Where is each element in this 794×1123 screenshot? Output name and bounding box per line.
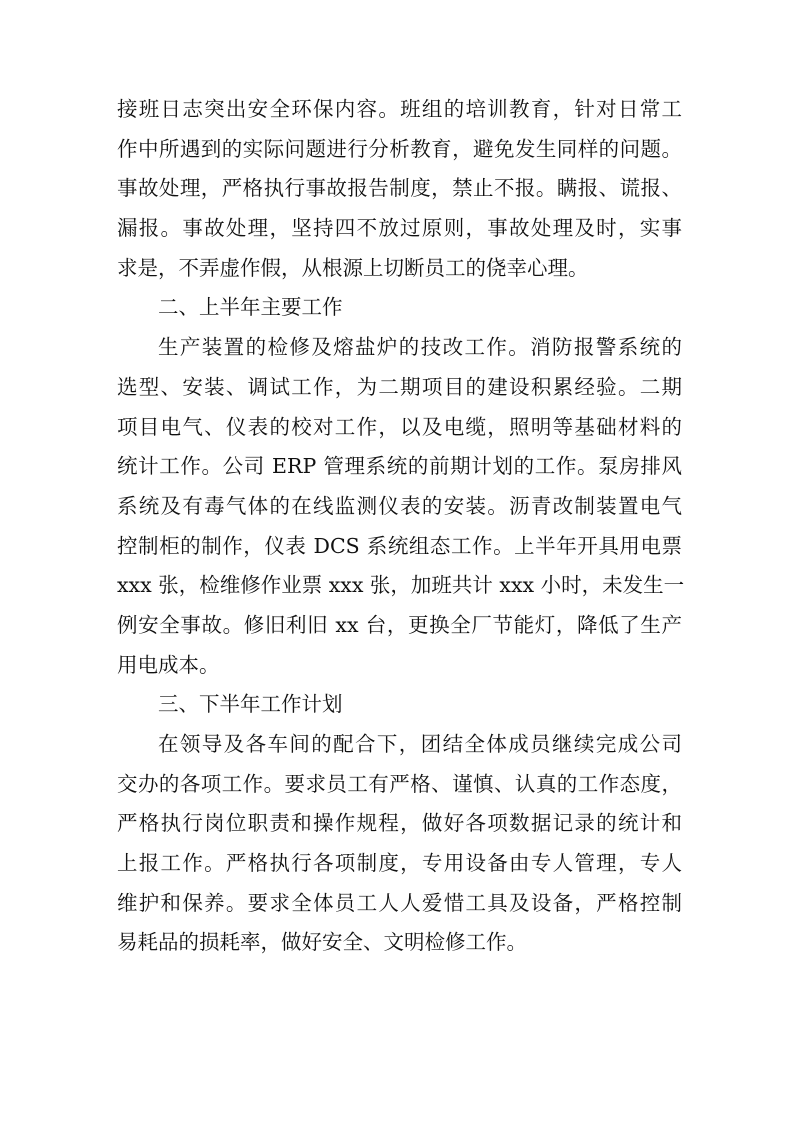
text-line: 选型、安装、调试工作，为二期项目的建设积累经验。二期 [117,374,682,399]
text-line: 上报工作。严格执行各项制度，专用设备由专人管理，专人 [117,851,682,876]
text-line: 在领导及各车间的配合下，团结全体成员继续完成公司 [158,732,682,756]
text-line: 交办的各项工作。要求员工有严格、谨慎、认真的工作态度， [117,771,682,796]
section-heading: 三、下半年工作计划 [158,692,343,717]
section-heading: 二、上半年主要工作 [158,295,343,320]
text-line: 控制柜的制作，仪表 DCS 系统组态工作。上半年开具用电票 [117,533,682,558]
text-line: 易耗品的损耗率，做好安全、文明检修工作。 [117,930,527,955]
section-heading-second-half [117,685,682,725]
text-line: 作中所遇到的实际问题进行分析教育，避免发生同样的问题。 [117,136,682,161]
text-line: 项目电气、仪表的校对工作，以及电缆，照明等基础材料的 [117,414,682,439]
document-body [117,90,685,963]
text-line: 事故处理，严格执行事故报告制度，禁止不报。瞒报、谎报、 [117,176,682,201]
text-line: 例安全事故。修旧利旧 xx 台，更换全厂节能灯，降低了生产 [117,612,682,637]
paragraph-first-half-work [117,328,685,685]
text-line: 生产装置的检修及熔盐炉的技改工作。消防报警系统的 [158,335,682,360]
paragraph-second-half-plan [117,725,682,963]
text-line: 严格执行岗位职责和操作规程，做好各项数据记录的统计和 [117,811,682,836]
text-line: 漏报。事故处理，坚持四不放过原则，事故处理及时，实事 [117,216,682,241]
text-line: 系统及有毒气体的在线监测仪表的安装。沥青改制装置电气 [117,493,682,518]
text-line: 统计工作。公司 ERP 管理系统的前期计划的工作。泵房排风 [117,454,682,479]
text-line: 接班日志突出安全环保内容。班组的培训教育，针对日常工 [117,97,682,121]
text-line: 维护和保养。要求全体员工人人爱惜工具及设备，严格控制 [117,890,682,915]
text-line: 用电成本。 [117,652,220,677]
text-line: 求是，不弄虚作假，从根源上切断员工的侥幸心理。 [117,255,589,280]
paragraph-safety-handover [117,90,682,288]
section-heading-first-half [117,288,682,328]
text-line: xxx 张，检维修作业票 xxx 张，加班共计 xxx 小时，未发生一 [117,573,685,598]
